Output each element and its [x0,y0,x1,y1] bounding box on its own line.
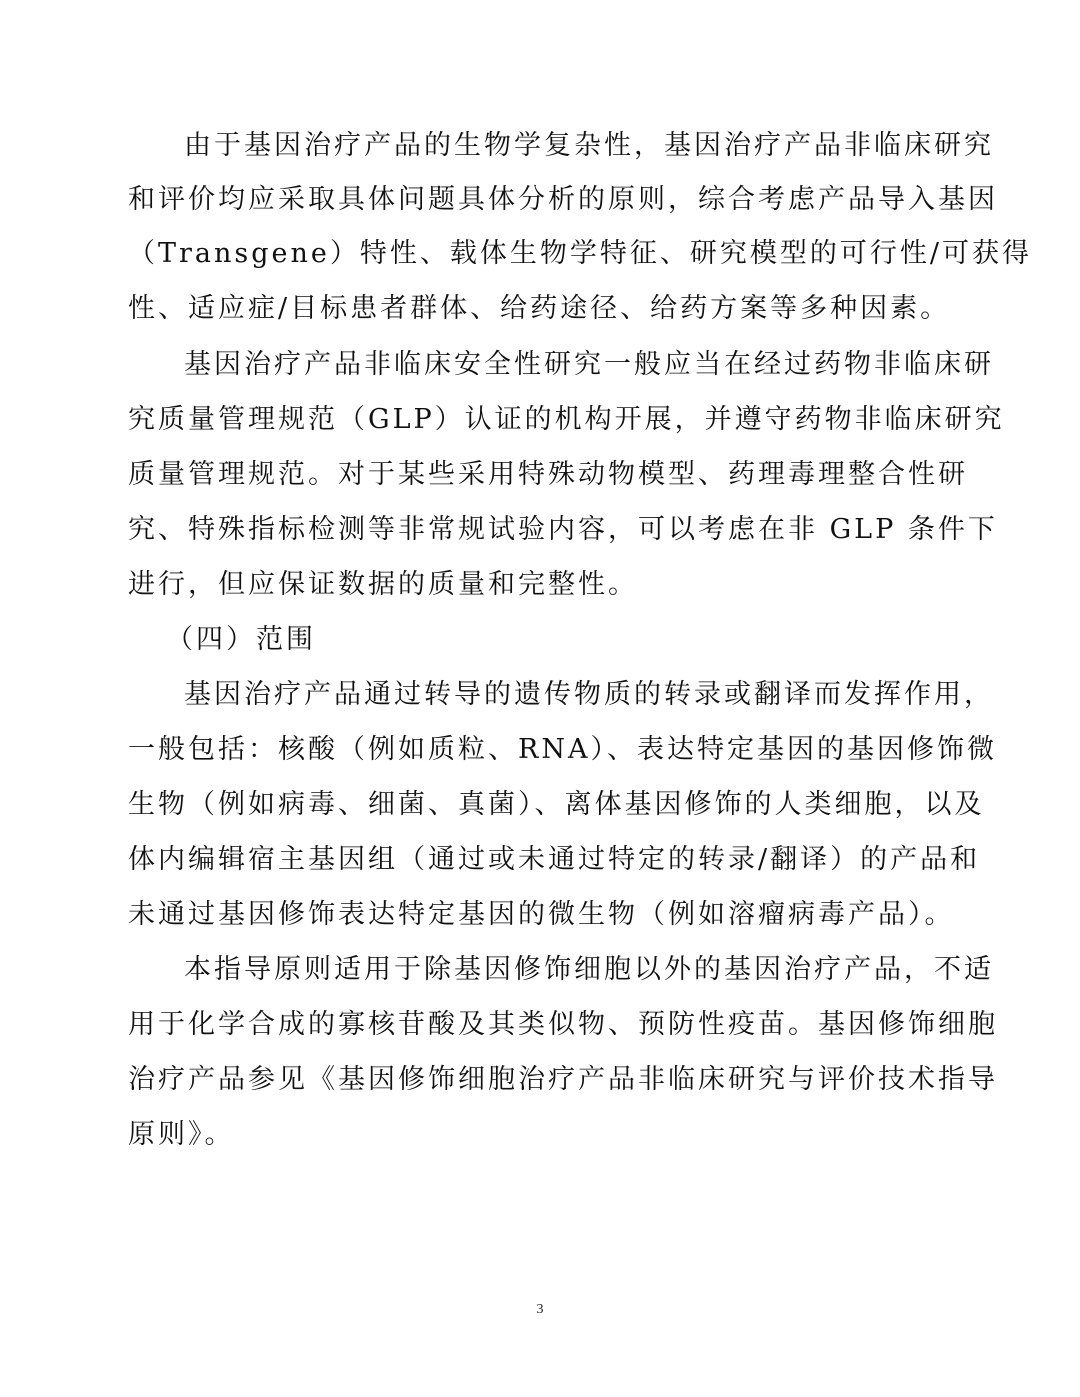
paragraph-line: 本指导原则适用于除基因修饰细胞以外的基因治疗产品，不适 [184,954,994,985]
paragraph-line: 由于基因治疗产品的生物学复杂性，基因治疗产品非临床研究 [184,130,994,161]
page-number: 3 [536,1302,544,1317]
paragraph-line: 基因治疗产品非临床安全性研究一般应当在经过药物非临床研 [184,349,994,380]
paragraph-line: 治疗产品参见《基因修饰细胞治疗产品非临床研究与评价技术指导 [128,1064,998,1095]
section-heading: （四）范围 [166,624,316,655]
paragraph-line: 性、适应症/目标患者群体、给药途径、给药方案等多种因素。 [128,293,951,324]
paragraph-line: 一般包括：核酸（例如质粒、RNA）、表达特定基因的基因修饰微 [128,734,997,765]
paragraph-line: 未通过基因修饰表达特定基因的微生物（例如溶瘤病毒产品）。 [128,899,955,930]
paragraph-line: 生物（例如病毒、细菌、真菌）、离体基因修饰的人类细胞，以及 [128,789,985,820]
paragraph-line: （Transgene）特性、载体生物学特征、研究模型的可行性/可获得 [128,238,1032,269]
paragraph-line: 质量管理规范。对于某些采用特殊动物模型、药理毒理整合性研 [128,459,968,490]
paragraph-line: 原则》。 [128,1119,235,1150]
paragraph-line: 进行，但应保证数据的质量和完整性。 [128,569,638,600]
paragraph-line: 体内编辑宿主基因组（通过或未通过特定的转录/翻译）的产品和 [128,844,981,875]
paragraph-line: 究、特殊指标检测等非常规试验内容，可以考虑在非 GLP 条件下 [128,514,998,545]
paragraph-line: 基因治疗产品通过转导的遗传物质的转录或翻译而发挥作用， [184,679,994,710]
paragraph-line: 究质量管理规范（GLP）认证的机构开展，并遵守药物非临床研究 [128,404,1005,435]
paragraph-line: 和评价均应采取具体问题具体分析的原则，综合考虑产品导入基因 [128,184,998,215]
paragraph-line: 用于化学合成的寡核苷酸及其类似物、预防性疫苗。基因修饰细胞 [128,1009,998,1040]
